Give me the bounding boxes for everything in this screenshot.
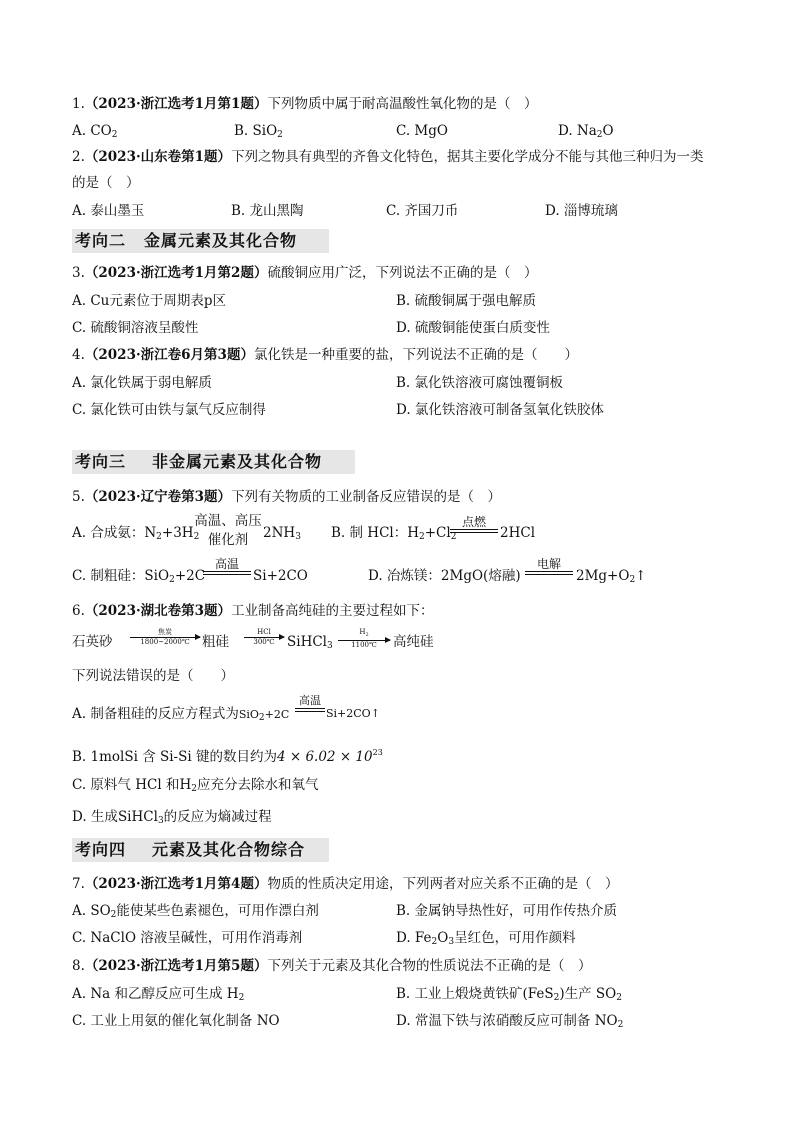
q5-d-arrow: 电解 [525,558,573,575]
q5-c-arrow: 高温 [203,558,251,575]
q4-option-a[interactable]: A. 氯化铁属于弱电解质 [72,375,212,391]
q5-c-product: Si+2CO [253,568,308,584]
q7-option-a[interactable]: A. $SO_2$能使某些色素褪色，可用作漂白剂 [72,903,319,920]
question-7-stem: 7.（2023·浙江选考1月第4题）物质的性质决定用途，下列两者对应关系不正确的是（ ） [72,876,619,892]
q6-option-d[interactable]: D. 生成SiHCl$_3$的反应为熵减过程 [72,809,272,826]
q4-option-b[interactable]: B. 氯化铁溶液可腐蚀覆铜板 [396,375,564,391]
q6-a-arrow: 高温 [295,695,325,712]
q8-option-c[interactable]: C. 工业上用氨的催化氧化制备 NO [72,1013,280,1029]
flow-arrow-1: 焦炭 1800~2000℃ [130,628,200,647]
flow-step-crude-si: 粗硅 [202,634,229,650]
q6-flow [72,633,113,651]
question-text: 下列物质中属于耐高温酸性氧化物的是（ ） [267,96,538,112]
question-8-stem: 8.（2023·浙江选考1月第5题）下列关于元素及其化合物的性质说法不正确的是（ ） [72,958,592,974]
question-text: 下列之物具有典型的齐鲁文化特色，据其主要化学成分不能与其他三种归为一类 [231,149,704,165]
q6-option-c[interactable]: C. 原料气 HCl 和$H_2$应充分去除水和氧气 [72,777,319,794]
flow-arrow-2: HCl 300℃ [244,628,284,647]
q5-option-a[interactable]: A. 合成氨：$N_2+3H_2$ [72,525,200,542]
q1-option-c[interactable]: C. MgO [396,123,448,139]
q1-option-a[interactable]: A. $CO_2$ [72,123,118,140]
flow-arrow-3: $H_2$ 1100℃ [338,628,390,650]
q5-option-b[interactable]: B. 制 HCl：$H_2+Cl_2$ [331,525,457,542]
question-6-stem: 6.（2023·湖北卷第3题）工业制备高纯硅的主要过程如下： [72,603,434,619]
q1-option-d[interactable]: D. $Na_2O$ [558,123,614,140]
q3-option-b[interactable]: B. 硫酸铜属于强电解质 [396,293,537,309]
section-heading-3: 考向三 非金属元素及其化合物 [72,450,355,474]
q5-d-product: $2Mg+O_2↑$ [576,568,647,585]
q5-b-arrow: 点燃 [450,516,498,533]
q7-option-b[interactable]: B. 金属钠导热性好，可用作传热介质 [396,903,618,919]
q5-option-d[interactable]: D. 冶炼镁：2MgO(熔融) [368,568,521,584]
section-heading-2: 考向二 金属元素及其化合物 [72,229,329,253]
question-5-stem: 5.（2023·辽宁卷第3题）下列有关物质的工业制备反应错误的是（ ） [72,489,502,505]
flow-step-sihcl3: SiHCl$_3$ [287,634,333,651]
q8-option-a[interactable]: A. Na 和乙醇反应可生成 $H_2$ [72,986,245,1003]
section-heading-4: 考向四 元素及其化合物综合 [72,838,329,862]
q6-a-product: Si+2CO↑ [326,707,380,720]
q2-option-b[interactable]: B. 龙山黑陶 [231,203,304,219]
q8-option-d[interactable]: D. 常温下铁与浓硝酸反应可制备 $NO_2$ [396,1013,624,1030]
q7-option-c[interactable]: C. NaClO 溶液呈碱性，可用作消毒剂 [72,930,303,946]
q2-option-c[interactable]: C. 齐国刀币 [386,203,459,219]
q4-option-c[interactable]: C. 氯化铁可由铁与氯气反应制得 [72,402,266,418]
q5-b-product: 2HCl [500,525,536,541]
question-number: 1. [72,96,85,112]
q2-option-d[interactable]: D. 淄博琉璃 [545,203,618,219]
q2-option-a[interactable]: A. 泰山墨玉 [72,203,145,219]
question-6-ask: 下列说法错误的是（ ） [72,668,234,684]
q5-option-c[interactable]: C. 制粗硅：SiO$_2$+2C [72,568,206,585]
q6-option-a[interactable]: A. 制备粗硅的反应方程式为SiO$_2$+2C [72,706,290,723]
q5-a-product: $2NH_3$ [263,525,301,542]
flow-step-pure-si: 高纯硅 [393,634,434,650]
flow-step-quartz: 石英砂 [72,634,113,650]
q3-option-c[interactable]: C. 硫酸铜溶液呈酸性 [72,320,199,336]
q5-a-conditions: 高温、高压 催化剂 [194,513,262,548]
question-3-stem: 3.（2023·浙江选考1月第2题）硫酸铜应用广泛，下列说法不正确的是（ ） [72,265,538,281]
q8-option-b[interactable]: B. 工业上煅烧黄铁矿(FeS$_2$)生产 $SO_2$ [396,986,622,1003]
q3-option-a[interactable]: A. Cu元素位于周期表p区 [72,293,226,309]
question-2-stem [72,148,704,166]
q7-option-d[interactable]: D. $Fe_2O_3$呈红色，可用作颜料 [396,930,576,947]
question-4-stem: 4.（2023·浙江卷6月第3题）氯化铁是一种重要的盐，下列说法不正确的是（ ） [72,347,578,363]
q6-option-b[interactable]: B. 1molSi 含 Si-Si 键的数目约为$4 \times 6.02 \times 10^{23}$ [72,748,383,765]
q3-option-d[interactable]: D. 硫酸铜能使蛋白质变性 [396,320,550,336]
question-source: （2023·山东卷第1题） [84,149,232,165]
question-source: （2023·浙江选考1月第1题） [84,96,268,112]
question-2-stem-cont: 的是（ ） [72,175,140,191]
question-number: 2. [72,149,85,165]
q4-option-d[interactable]: D. 氯化铁溶液可制备氢氧化铁胶体 [396,402,604,418]
question-1-stem [72,95,537,113]
q1-option-b[interactable]: B. SiO$_2$ [234,123,283,140]
